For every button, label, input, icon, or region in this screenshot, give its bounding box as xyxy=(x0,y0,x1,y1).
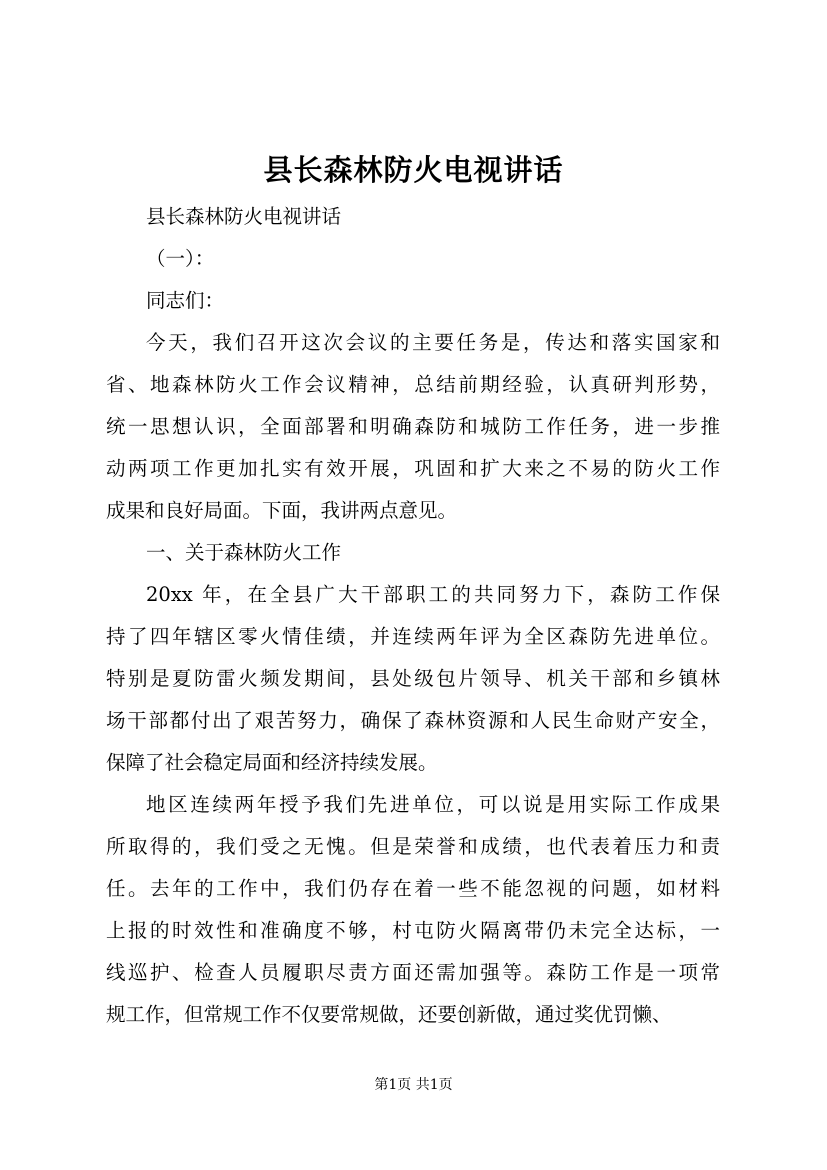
text-line: 成果和良好局面。下面，我讲两点意见。 xyxy=(106,499,458,522)
text-line: 线巡护、检查人员履职尽责方面还需加强等。森防工作是一项常 xyxy=(106,961,720,984)
text-line: 场干部都付出了艰苦努力，确保了森林资源和人民生命财产安全， xyxy=(106,709,720,732)
text-line: 今天，我们召开这次会议的主要任务是，传达和落实国家和 xyxy=(146,331,720,354)
paragraph xyxy=(106,784,720,1036)
text-line: 省、地森林防火工作会议精神，总结前期经验，认真研判形势， xyxy=(106,373,720,396)
text-line: 统一思想认识，全面部署和明确森防和城防工作任务，进一步推 xyxy=(106,415,720,438)
text-line: 同志们： xyxy=(146,289,225,312)
paragraph xyxy=(106,532,720,574)
text-line: 20xx 年，在全县广大干部职工的共同努力下，森防工作保 xyxy=(146,583,720,606)
document-title: 县长森林防火电视讲话 xyxy=(263,153,564,187)
paragraph xyxy=(106,280,720,322)
paragraph xyxy=(106,238,720,280)
text-line: 持了四年辖区零火情佳绩，并连续两年评为全区森防先进单位。 xyxy=(106,625,720,648)
text-line: 所取得的，我们受之无愧。但是荣誉和成绩，也代表着压力和责 xyxy=(106,835,720,858)
paragraph xyxy=(106,574,720,784)
paragraph xyxy=(106,196,720,238)
text-line: 上报的时效性和准确度不够，村屯防火隔离带仍未完全达标，一 xyxy=(106,919,720,942)
text-line: 特别是夏防雷火频发期间，县处级包片领导、机关干部和乡镇林 xyxy=(106,667,720,690)
text-line: 保障了社会稳定局面和经济持续发展。 xyxy=(106,751,438,774)
page-footer: 第1页 共1页 xyxy=(374,1077,453,1093)
text-line: 任。去年的工作中，我们仍存在着一些不能忽视的问题，如材料 xyxy=(106,877,720,900)
text-line: （一）： xyxy=(146,247,215,270)
paragraph xyxy=(106,322,720,532)
text-line: 一、关于森林防火工作 xyxy=(146,541,342,564)
text-line: 县长森林防火电视讲话 xyxy=(146,205,342,228)
document-body xyxy=(106,196,720,1036)
text-line: 地区连续两年授予我们先进单位，可以说是用实际工作成果 xyxy=(146,793,720,816)
text-line: 动两项工作更加扎实有效开展，巩固和扩大来之不易的防火工作 xyxy=(106,457,720,480)
text-line: 规工作，但常规工作不仅要常规做，还要创新做，通过奖优罚懒、 xyxy=(106,1003,672,1026)
